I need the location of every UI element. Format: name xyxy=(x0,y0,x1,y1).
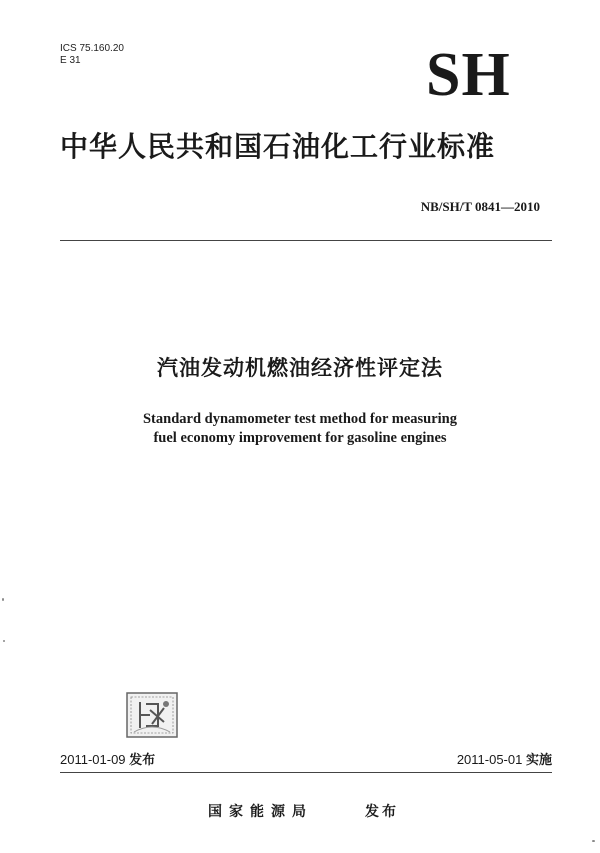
ccs-code: E 31 xyxy=(60,55,81,66)
sh-logo: SH xyxy=(426,41,511,109)
main-title: 中华人民共和国石油化工行业标准 xyxy=(60,130,496,163)
ics-code: ICS 75.160.20 xyxy=(60,43,124,54)
chinese-title: 汽油发动机燃油经济性评定法 xyxy=(157,356,443,380)
scan-speck xyxy=(3,640,5,642)
issue-date xyxy=(60,752,155,769)
scan-speck xyxy=(2,598,4,601)
implementation-date-value: 2011-05-01 xyxy=(456,752,523,767)
issue-label: 发布 xyxy=(129,753,156,768)
implementation-date xyxy=(457,752,552,769)
anti-counterfeit-stamp-icon xyxy=(126,692,178,738)
publish-label: 发布 xyxy=(365,804,399,820)
publisher: 国家能源局 xyxy=(208,804,313,820)
english-title-line-1: Standard dynamometer test method for measuring xyxy=(142,411,457,427)
english-title xyxy=(0,410,600,448)
top-divider xyxy=(60,240,552,241)
bottom-divider xyxy=(60,772,552,773)
issue-date-value: 2011-01-09 xyxy=(60,752,126,767)
scan-speck xyxy=(592,840,595,842)
classification-codes xyxy=(60,43,124,67)
english-title-line-2: fuel economy improvement for gasoline engines xyxy=(153,430,447,446)
implementation-label: 实施 xyxy=(525,753,552,768)
standard-number: NB/SH/T 0841—2010 xyxy=(420,199,540,214)
